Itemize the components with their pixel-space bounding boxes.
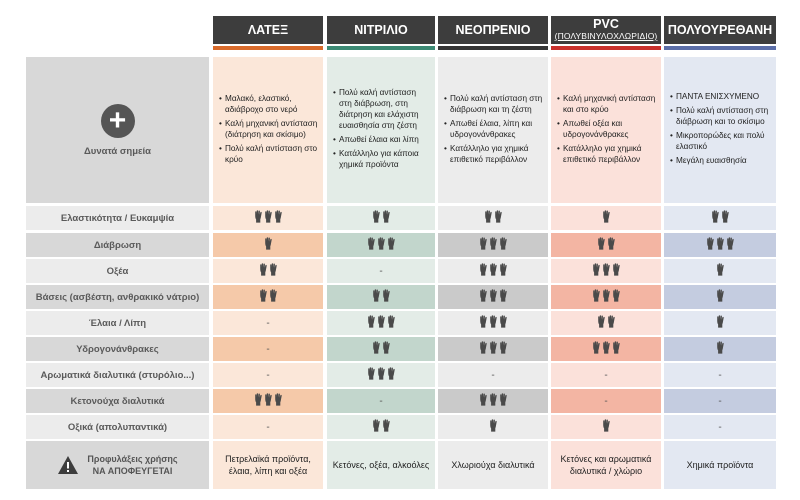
column-header-4 [664,16,776,44]
glove-rating-icons [710,210,730,226]
glove-icon [711,210,720,223]
rating-cell [327,389,435,413]
glove-icon [592,263,601,276]
column-header-title: ΛΑΤΕΞ [247,23,289,37]
glove-icon [264,210,273,223]
glove-icon [602,419,611,432]
no-rating-dash: - [718,421,722,433]
avoid-text: Κετόνες, οξέα, αλκοόλες [332,460,430,470]
glove-icon [372,210,381,223]
avoid-text: Χημικά προϊόντα [686,460,754,470]
glove-icon [269,289,278,302]
glove-rating-icons [715,341,725,357]
glove-icon [597,315,606,328]
row-label-text: Ελαστικότητα / Ευκαμψία [60,212,175,224]
glove-icon [479,237,488,250]
glove-icon [489,263,498,276]
rating-cell [664,206,776,230]
glove-icon [377,315,386,328]
glove-icon [499,289,508,302]
row-label [26,233,209,257]
rating-cell [213,233,323,257]
glove-rating-icons [601,419,611,435]
glove-icon [372,289,381,302]
avoid-cell-4 [664,441,776,489]
advantages-label-wrap [26,57,209,203]
advantages-cell-0 [213,57,323,203]
glove-rating-icons [366,315,396,331]
glove-rating-icons [371,341,391,357]
no-rating-dash: - [491,369,495,381]
glove-rating-icons [263,237,273,253]
advantage-item: • Απωθεί έλαια και λίπη [333,134,431,145]
column-color-strip [327,46,435,50]
advantage-item: • Κατάλληλο για κάποια χημικά προϊόντα [333,148,431,170]
avoid-cell-0 [213,441,323,489]
glove-icon [706,237,715,250]
advantage-item: • Απωθεί έλαια, λίπη και υδρογονάνθρακες [444,118,544,140]
glove-rating-icons [371,289,391,305]
no-rating-dash: - [604,369,608,381]
row-label [26,285,209,309]
avoid-text: Κετόνες και αρωματικά διαλυτικά / χλώριο [560,454,652,476]
advantages-cell-1 [327,57,435,203]
glove-icon [602,210,611,223]
no-rating-dash: - [379,395,383,407]
glove-icon [479,263,488,276]
glove-icon [372,341,381,354]
advantage-item: • Απωθεί οξέα και υδρογονάνθρακες [557,118,657,140]
glove-icon [489,393,498,406]
rating-cell [551,363,661,387]
glove-icon [607,237,616,250]
avoid-label [87,453,177,477]
glove-icon [716,263,725,276]
glove-rating-icons [478,393,508,409]
glove-icon [479,393,488,406]
avoid-text: Χλωριούχα διαλυτικά [451,460,535,470]
rating-cell [664,285,776,309]
column-color-strip [551,46,661,50]
row-label-text: Διάβρωση [93,239,142,251]
glove-icon [387,367,396,380]
column-color-strip [213,46,323,50]
avoid-cell-3 [551,441,661,489]
advantages-label: Δυνατά σημεία [83,145,152,157]
glove-icon [264,393,273,406]
glove-icon [489,419,498,432]
glove-icon [367,315,376,328]
glove-rating-icons [483,210,503,226]
glove-icon [602,341,611,354]
glove-icon [254,210,263,223]
glove-icon [259,263,268,276]
rating-cell [213,206,323,230]
no-rating-dash: - [266,369,270,381]
column-color-strip [664,46,776,50]
glove-icon [602,263,611,276]
glove-rating-icons [715,315,725,331]
advantage-item: • Μεγάλη ευαισθησία [670,155,772,166]
column-header-subtitle: (ΠΟΛΥΒΙΝΥΛΟΧΛΩΡΙΔΙΟ) [554,31,658,41]
rating-cell [664,389,776,413]
no-rating-dash: - [266,343,270,355]
advantage-item: • Κατάλληλο για χημικά επιθετικό περιβάλλον [444,143,544,165]
glove-icon [716,315,725,328]
advantage-item: • Πολύ καλή αντίσταση στη διάβρωση, στη διάτρηση και ελάχιστη ευαισθησία στη ζέστη [333,87,431,131]
row-label-text: Οξέα [106,265,129,277]
advantages-cell-3 [551,57,661,203]
glove-rating-icons [371,210,391,226]
no-rating-dash: - [718,369,722,381]
rating-cell [664,259,776,283]
glove-rating-icons [366,367,396,383]
glove-icon [479,341,488,354]
glove-icon [489,341,498,354]
row-label-text: Έλαια / Λίπη [88,317,147,329]
glove-icon [716,289,725,302]
rating-cell [327,337,435,361]
glove-rating-icons [596,237,616,253]
glove-icon [264,237,273,250]
advantages-cell-2 [438,57,548,203]
advantages-cell-4 [664,57,776,203]
glove-icon [499,341,508,354]
row-label [26,389,209,413]
rating-cell [213,415,323,439]
glove-rating-icons [591,341,621,357]
rating-cell [327,259,435,283]
no-rating-dash: - [718,395,722,407]
glove-icon [382,341,391,354]
advantages-list [444,93,544,168]
row-label-text: Υδρογονάνθρακες [76,343,159,355]
no-rating-dash: - [379,265,383,277]
rating-cell [551,389,661,413]
rating-cell [438,415,548,439]
glove-icon [377,367,386,380]
rating-cell [438,285,548,309]
column-header-title: ΝΙΤΡΙΛΙΟ [354,23,408,37]
glove-rating-icons [715,289,725,305]
glove-icon [489,237,498,250]
row-label [26,311,209,335]
column-header-2 [438,16,548,44]
rating-cell [213,389,323,413]
rating-cell [438,389,548,413]
advantage-item: • Πολύ καλή αντίσταση στη διάβρωση και το σκίσιμο [670,105,772,127]
glove-rating-icons [601,210,611,226]
advantage-item: • ΠΑΝΤΑ ΕΝΙΣΧΥΜΕΝΟ [670,91,772,102]
glove-rating-icons [705,237,735,253]
row-label [26,259,209,283]
rating-cell [551,233,661,257]
rating-cell [664,337,776,361]
glove-icon [274,210,283,223]
glove-icon [382,210,391,223]
avoid-cell-1 [327,441,435,489]
glove-icon [612,289,621,302]
rating-cell [551,415,661,439]
rating-cell [551,337,661,361]
rating-cell [327,311,435,335]
glove-icon [716,237,725,250]
glove-icon [612,263,621,276]
glove-rating-icons [488,419,498,435]
glove-icon [479,289,488,302]
glove-icon [382,419,391,432]
avoid-label-cell [26,441,209,489]
column-header-title: ΠΟΛΥΟΥΡΕΘΑΝΗ [667,23,773,37]
rating-cell [551,206,661,230]
no-rating-dash: - [266,421,270,433]
rating-cell [327,363,435,387]
rating-cell [438,206,548,230]
rating-cell [551,311,661,335]
rating-cell [664,415,776,439]
glove-rating-icons [366,237,396,253]
advantages-list [333,87,431,173]
glove-rating-icons [258,289,278,305]
rating-cell [327,285,435,309]
advantage-item: • Μαλακό, ελαστικό, αδιάβροχο στο νερό [219,93,319,115]
glove-icon [721,210,730,223]
rating-cell [664,363,776,387]
glove-rating-icons [253,393,283,409]
rating-cell [327,415,435,439]
rating-cell [438,311,548,335]
rating-cell [438,259,548,283]
avoid-cell-2 [438,441,548,489]
rating-cell [664,233,776,257]
rating-cell [664,311,776,335]
glove-rating-icons [478,263,508,279]
glove-icon [367,367,376,380]
glove-icon [602,289,611,302]
glove-rating-icons [591,289,621,305]
glove-icon [274,393,283,406]
advantage-item: • Πολύ καλή αντίσταση στο κρύο [219,143,319,165]
rating-cell [213,259,323,283]
column-color-strip [438,46,548,50]
advantage-item: • Πολύ καλή αντίσταση στη διάβρωση και τη ζέστη [444,93,544,115]
row-label-text: Κετονούχα διαλυτικά [70,395,165,407]
no-rating-dash: - [604,395,608,407]
glove-icon [499,393,508,406]
row-label [26,415,209,439]
glove-icon [612,341,621,354]
warning-triangle-icon [57,455,79,475]
row-label-text: Βάσεις (ασβέστη, ανθρακικό νάτριο) [35,291,200,303]
advantages-list [219,93,319,168]
glove-icon [259,289,268,302]
glove-icon [494,210,503,223]
advantages-label-cell [26,57,209,203]
glove-rating-icons [258,263,278,279]
glove-icon [254,393,263,406]
glove-icon [387,237,396,250]
rating-cell [551,285,661,309]
glove-icon [499,315,508,328]
glove-icon [367,237,376,250]
column-header-3 [551,16,661,44]
glove-icon [499,263,508,276]
glove-icon [726,237,735,250]
glove-icon [489,315,498,328]
rating-cell [327,233,435,257]
glove-rating-icons [371,419,391,435]
rating-cell [438,233,548,257]
advantages-list [670,91,772,169]
glove-rating-icons [715,263,725,279]
rating-cell [438,363,548,387]
glove-icon [269,263,278,276]
glove-rating-icons [478,237,508,253]
glove-icon [607,315,616,328]
glove-icon [387,315,396,328]
avoid-text: Πετρελαϊκά προϊόντα, έλαια, λίπη και οξέα [225,454,311,476]
advantage-item: • Μικροπορώδες και πολύ ελαστικό [670,130,772,152]
glove-icon [716,341,725,354]
glove-icon [377,237,386,250]
row-label [26,206,209,230]
glove-rating-icons [478,289,508,305]
glove-rating-icons [478,315,508,331]
column-header-0 [213,16,323,44]
advantage-item: • Κατάλληλο για χημικά επιθετικό περιβάλλον [557,143,657,165]
glove-icon [592,341,601,354]
glove-icon [489,289,498,302]
rating-cell [213,363,323,387]
glove-icon [372,419,381,432]
row-label-text: Αρωματικά διαλυτικά (στυρόλιο...) [40,369,195,381]
avoid-label-line2: ΝΑ ΑΠΟΦΕΥΓΕΤΑΙ [92,466,173,476]
glove-rating-icons [596,315,616,331]
glove-rating-icons [253,210,283,226]
glove-icon [499,237,508,250]
avoid-label-wrap [26,441,209,489]
rating-cell [438,337,548,361]
advantage-item: • Καλή μηχανική αντίσταση (διάτρηση και σκίσιμο) [219,118,319,140]
glove-icon [597,237,606,250]
glove-rating-icons [478,341,508,357]
advantages-list [557,93,657,168]
row-label [26,337,209,361]
glove-icon [484,210,493,223]
column-header-title: PVC [593,17,619,31]
plus-circle-icon: + [101,104,135,138]
glove-icon [592,289,601,302]
rating-cell [327,206,435,230]
glove-rating-icons [591,263,621,279]
rating-cell [213,285,323,309]
column-header-title: ΝΕΟΠΡΕΝΙΟ [455,23,531,37]
row-label-text: Οξικά (απολυπαντικά) [67,421,168,433]
column-header-1 [327,16,435,44]
row-label [26,363,209,387]
rating-cell [213,311,323,335]
glove-icon [479,315,488,328]
rating-cell [551,259,661,283]
rating-cell [213,337,323,361]
no-rating-dash: - [266,317,270,329]
avoid-label-line1: Προφυλάξεις χρήσης [87,454,178,464]
advantage-item: • Καλή μηχανική αντίσταση και στο κρύο [557,93,657,115]
glove-icon [382,289,391,302]
